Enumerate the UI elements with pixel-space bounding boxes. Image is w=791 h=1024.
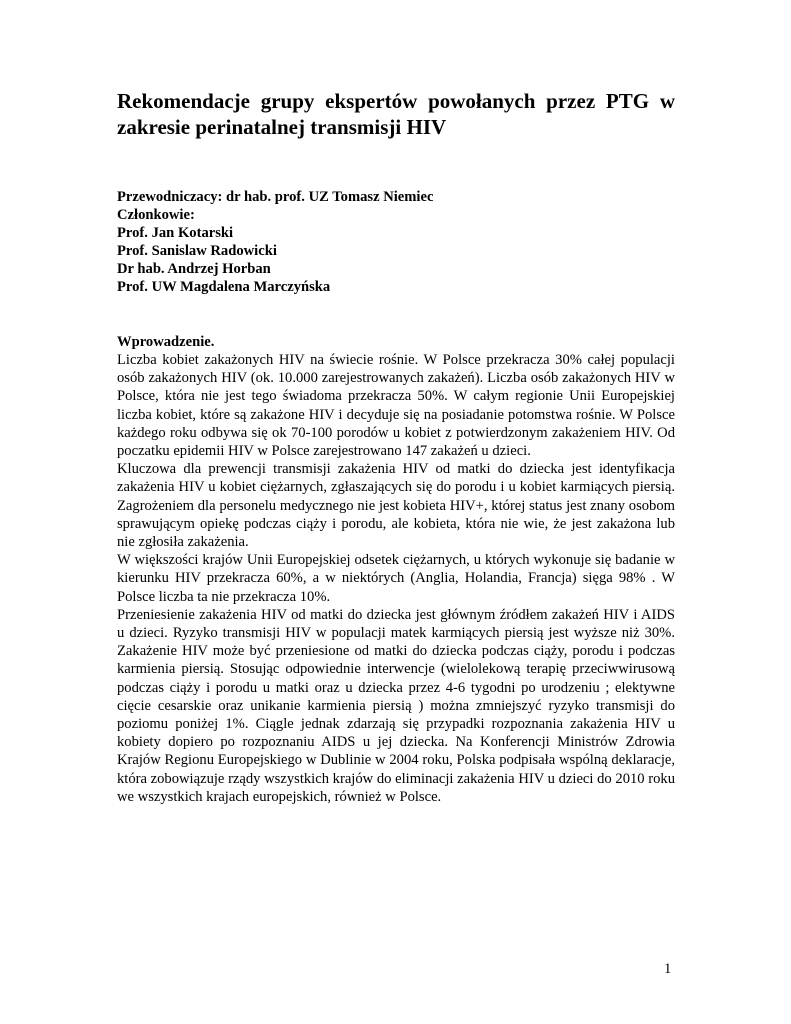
paragraph: Kluczowa dla prewencji transmisji zakażenia HIV od matki do dziecka jest identyfikacja zakażenia HIV u kobiet ciężarnych, zgłaszających się do porodu i u kobiet karmiących piersią. Zagrożeniem dla personelu medycznego nie jest kobieta HIV+, której status jest znany osobom sprawującym opiekę podczas ciąży i porodu, ale kobieta, która nie wie, że jest zakażona lub nie zgłosiła zakażenia. (117, 461, 675, 551)
committee-members-label: Członkowie: (117, 207, 195, 223)
committee-member: Dr hab. Andrzej Horban (117, 261, 271, 277)
committee-member: Prof. Jan Kotarski (117, 225, 234, 241)
committee-chair: Przewodniczacy: dr hab. prof. UZ Tomasz Niemiec (117, 189, 434, 205)
page-number: 1 (664, 961, 672, 977)
document-page (117, 88, 675, 806)
committee-list (117, 188, 675, 296)
paragraph: Przeniesienie zakażenia HIV od matki do dziecka jest głównym źródłem zakażeń HIV i AIDS u dzieci. Ryzyko transmisji HIV w populacji matek karmiących piersią jest wyższe niż 30%. Zakażenie HIV może być przeniesione od matki do dziecka podczas ciąży, porodu i podczas karmienia piersią. Stosując odpowiednie interwencje (wielolekową terapię przeciwwirusową podczas ciąży i porodu u matki oraz u dziecka przez 4-6 tygodni po urodzeniu ; elektywne cięcie cesarskie oraz unikanie karmienia piersią ) można zmniejszyć ryzyko transmisji do poziomu poniżej 1%. Ciągle jednak zdarzają się przypadki rozpoznania zakażenia HIV u kobiety dopiero po rozpoznaniu AIDS u jej dziecka. Na Konferencji Ministrów Zdrowia Krajów Regionu Europejskiego w Dublinie w 2004 roku, Polska podpisała wspólną deklaracje, która zobowiązuje rządy wszystkich krajów do eliminacji zakażenia HIV u dzieci do 2010 roku we wszystkich krajach europejskich, również w Polsce. (117, 606, 675, 805)
committee-member: Prof. Sanislaw Radowicki (117, 243, 277, 259)
paragraph: Liczba kobiet zakażonych HIV na świecie rośnie. W Polsce przekracza 30% całej populacji osób zakażonych HIV (ok. 10.000 zarejestrowanych zakażeń). Liczba osób zakażonych HIV w Polsce, która nie jest tego świadoma przekracza 50%. W całym regionie Unii Europejskiej liczba kobiet, które są zakażone HIV i decyduje się na posiadanie potomstwa rośnie. W Polsce każdego roku odbywa się ok 70-100 porodów u kobiet z potwierdzonym zakażeniem HIV. Od poczatku epidemii HIV w Polsce zarejestrowano 147 zakażeń u dzieci. (117, 352, 675, 460)
paragraph: W większości krajów Unii Europejskiej odsetek ciężarnych, u których wykonuje się badanie w kierunku HIV przekracza 60%, a w niektórych (Anglia, Holandia, Francja) sięga 98% . W Polsce liczba ta nie przekracza 10%. (117, 552, 675, 605)
document-title: Rekomendacje grupy ekspertów powołanych przez PTG w zakresie perinatalnej transmisji HIV (117, 89, 675, 139)
committee-member: Prof. UW Magdalena Marczyńska (117, 279, 331, 295)
section-heading: Wprowadzenie. (117, 334, 215, 350)
